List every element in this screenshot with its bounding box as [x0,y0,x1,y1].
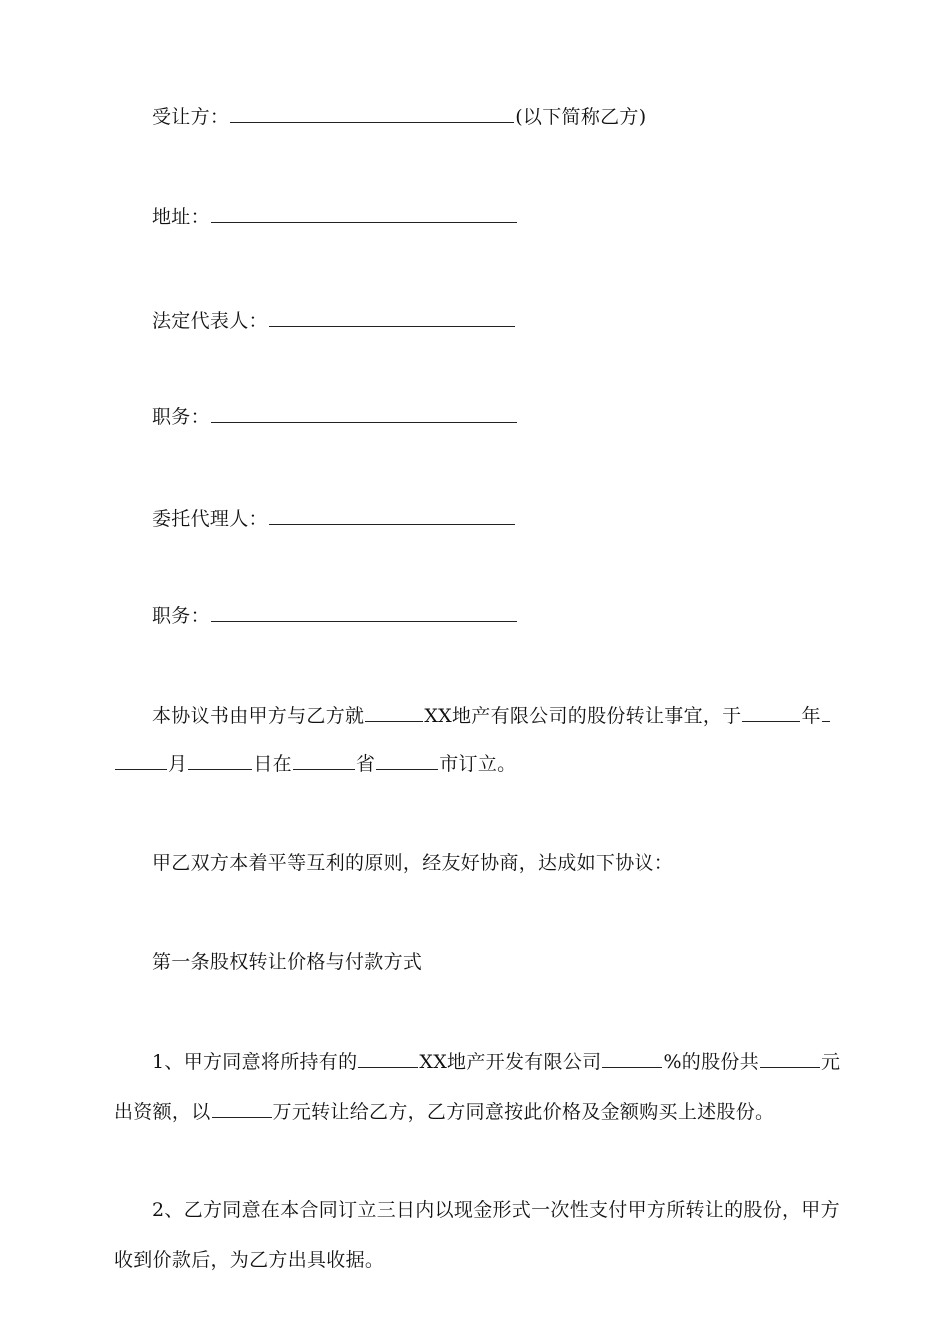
preamble-month-label: 月 [168,753,188,775]
preamble-day-label: 日在 [253,753,292,775]
clause-1-line-2 [114,1099,774,1124]
preamble-city-label: 市订立。 [439,753,517,775]
transferee-blank [230,104,514,123]
clause-2-line-2: 收到价款后，为乙方出具收据。 [114,1249,385,1271]
clause-2-line-1: 2、乙方同意在本合同订立三日内以现金形式一次性支付甲方所转让的股份，甲方 [152,1199,840,1221]
legal-rep-blank [269,308,515,327]
transferee-row [152,104,646,129]
agent-blank [269,506,515,525]
agent-row [152,506,516,531]
address-label: 地址： [152,206,210,228]
principle-paragraph: 甲乙双方本着平等互利的原则，经友好协商，达成如下协议： [152,852,674,874]
transferee-suffix: (以下简称乙方) [515,106,647,128]
blank-month [115,751,167,770]
preamble-text-2: XX地产有限公司的股份转让事宜，于 [424,705,742,727]
position-row-2 [152,603,518,628]
clause-1-text-1: 1、甲方同意将所持有的 [152,1051,358,1073]
blank-month-start [822,703,830,722]
article-1-title: 第一条股权转让价格与付款方式 [152,951,423,973]
preamble-year-label: 年 [801,705,821,727]
clause-1-text-5: 出资额，以 [114,1101,211,1123]
position-row-1 [152,404,518,429]
clause-1-text-6: 万元转让给乙方，乙方同意按此价格及金额购买上述股份。 [272,1101,775,1123]
preamble-province-label: 省 [355,753,376,775]
position-label-2: 职务： [152,605,210,627]
blank-province [293,751,355,770]
preamble-text-1: 本协议书由甲方与乙方就 [152,705,365,727]
legal-rep-label: 法定代表人： [152,310,268,332]
position-blank-1 [211,404,517,423]
blank-holder [358,1049,418,1068]
clause-1-percent-label: %的股份共 [663,1051,760,1073]
blank-shares [760,1049,820,1068]
agent-label: 委托代理人： [152,508,268,530]
clause-1-yuan-label: 元 [821,1051,841,1073]
blank-company [365,703,423,722]
blank-year [742,703,800,722]
preamble-line-2 [114,751,516,776]
blank-percent [602,1049,662,1068]
clause-1-company: XX地产开发有限公司 [419,1051,602,1073]
position-label-1: 职务： [152,406,210,428]
address-row [152,204,518,229]
address-blank [211,204,517,223]
preamble-line-1 [152,703,831,728]
clause-1-line-1 [152,1049,840,1074]
blank-price [212,1099,272,1118]
blank-day [188,751,252,770]
legal-rep-row [152,308,516,333]
position-blank-2 [211,603,517,622]
transferee-label: 受让方： [152,106,230,128]
blank-city [376,751,438,770]
